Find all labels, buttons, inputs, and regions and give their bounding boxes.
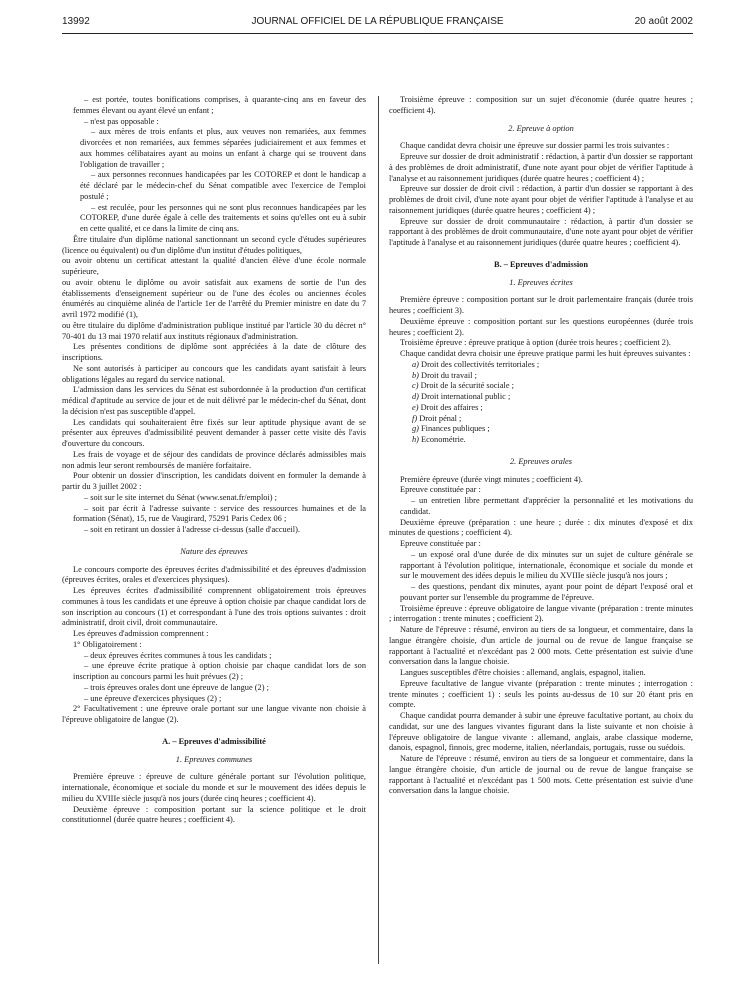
- paragraph: Langues susceptibles d'être choisies : allemand, anglais, espagnol, italien.: [400, 668, 646, 677]
- paragraph: Troisième épreuve : épreuve obligatoire de langue vivante (préparation : trente minutes ; interrogation : trente minutes ; coefficient 2).: [389, 603, 693, 624]
- paragraph: Chaque candidat devra choisir une épreuve pratique parmi les huit épreuves suivantes :: [400, 349, 691, 358]
- paragraph: Nature de l'épreuve : résumé, environ au tiers de sa longueur et commentaire, dans la langue étrangère choisie, d'un article de journal ou de revue de langue française se rapportant à l'actualité et n'excédant pas 1 500 mots. Cette présentation est suivie d'une conversation dans la langue choisie.: [389, 754, 693, 796]
- paragraph: Les frais de voyage et de séjour des candidats de province déclarés admissibles mais non admis leur seront remboursés de manière forfaitaire.: [62, 449, 366, 470]
- paragraph: ou être titulaire du diplôme d'administration publique institué par l'article 30 du décret n° 70-401 du 13 mai 1970 relatif aux instituts régionaux d'administration.: [62, 320, 366, 341]
- subsection-heading: 2. Epreuves orales: [509, 456, 573, 466]
- paragraph: – n'est pas opposable :: [84, 116, 159, 126]
- header-rule: [62, 33, 693, 34]
- paragraph: – aux mères de trois enfants et plus, aux veuves non remariées, aux femmes divorcées et non remariées, aux femmes séparées judiciairement et aux femmes et aux hommes célibataires ayant au moins un enfant à charge qui se trouvent dans l'obligation de travailler ;: [80, 127, 366, 169]
- section-heading: A. – Epreuves d'admissibilité: [162, 736, 266, 746]
- paragraph: Nature de l'épreuve : résumé, environ au tiers de sa longueur, et commentaire, dans la langue étrangère choisie, d'un article de journal ou de revue de langue française se rapportant à l'actualité et n'excédant pas 2 000 mots. Cette présentation est suivie d'une conversation dans la langue choisie.: [389, 625, 693, 667]
- paragraph: Epreuve constituée par :: [400, 539, 481, 548]
- paragraph: Troisième épreuve : composition sur un sujet d'économie (durée quatre heures ; coefficient 4).: [389, 95, 693, 115]
- paragraph: Les épreuves écrites d'admissibilité comprennent obligatoirement trois épreuves communes à tous les candidats et une épreuve à option choisie par chaque candidat lors de son inscription au concours (1) et correspondant à l'une des trois options suivantes : droit administratif, droit civil, droit communautaire.: [62, 586, 366, 628]
- list-item: – une épreuve d'exercices physiques (2) ;: [84, 693, 222, 703]
- list-item: h) Econométrie.: [412, 435, 466, 444]
- list-item: b) Droit du travail ;: [412, 370, 477, 380]
- paragraph: Première épreuve : épreuve de culture générale portant sur l'évolution politique, internationale, économique et sociale du monde et sur le mouvement des idées depuis le milieu du XVIIIe siècle jusqu'à nos jours (durée cinq heures ; coefficient 4).: [62, 772, 366, 803]
- paragraph: Les présentes conditions de diplôme sont appréciées à la date de clôture des inscriptions.: [62, 342, 366, 362]
- page-number: 13992: [62, 16, 90, 27]
- subsection-heading: 1. Epreuves communes: [175, 754, 253, 764]
- list-item: g) Finances publiques ;: [412, 424, 490, 434]
- list-item: f) Droit pénal ;: [412, 413, 462, 423]
- paragraph: Epreuve facultative de langue vivante (préparation : trente minutes ; interrogation : trente minutes ; coefficient 1) : seuls les points au-dessus de 10 sur 20 étant pris en compte.: [389, 678, 693, 710]
- paragraph: Ne sont autorisés à participer au concours que les candidats ayant satisfait à leurs obligations légales au regard du service national.: [62, 363, 366, 384]
- paragraph: ou avoir obtenu un certificat attestant la qualité d'ancien élève d'une école normale supérieure,: [62, 256, 366, 276]
- paragraph: Troisième épreuve : épreuve pratique à option (durée trois heures ; coefficient 2).: [400, 338, 671, 348]
- paragraph: Le concours comporte des épreuves écrites d'admissibilité et des épreuves d'admission (épreuves écrites, orales et d'exercices physiques).: [62, 564, 366, 585]
- list-item: – soit par écrit à l'adresse suivante : service des ressources humaines et de la formation (Sénat), 15, rue de Vaugirard, 75291 Paris Cedex 06 ;: [73, 503, 366, 524]
- subsection-heading: 2. Epreuve à option: [508, 123, 574, 133]
- paragraph: 2° Facultativement : une épreuve orale portant sur une langue vivante non choisie à l'épreuve obligatoire de langue (2).: [62, 704, 366, 724]
- paragraph: Deuxième épreuve : composition portant sur la science politique et le droit constitutionnel (durée quatre heures ; coefficient 4).: [62, 804, 366, 825]
- paragraph: 1° Obligatoirement :: [73, 639, 142, 649]
- paragraph: Première épreuve : composition portant sur le droit parlementaire français (durée trois heures ; coefficient 3).: [389, 295, 693, 315]
- right-column: [389, 95, 693, 797]
- paragraph: Chaque candidat pourra demander à subir une épreuve facultative portant, au choix du candidat, sur une des langues vivantes figurant dans la liste suivante et non choisie à l'épreuve obligatoire de langue vivante : allemand, anglais, arabe classique moderne, danois, espagnol, finnois, grec moderne, italien, néerlandais, portugais, russe ou suédois.: [389, 711, 693, 753]
- paragraph: Deuxième épreuve : composition portant sur les questions européennes (durée trois heures ; coefficient 2).: [389, 316, 693, 337]
- option-list: [389, 360, 693, 446]
- paragraph: Les épreuves d'admission comprennent :: [73, 629, 209, 638]
- list-item: – un exposé oral d'une durée de dix minutes sur un sujet de culture générale se rapportant à l'évolution politique, internationale, économique et sociale du monde et sur le mouvement des idées depuis le milieu du XVIIIe siècle jusqu'à nos jours ;: [400, 549, 693, 581]
- running-header: [62, 16, 693, 30]
- list-item: c) Droit de la sécurité sociale ;: [412, 381, 514, 391]
- list-item: e) Droit des affaires ;: [412, 402, 483, 412]
- subsection-heading: 1. Epreuves écrites: [509, 277, 573, 287]
- paragraph: – est portée, toutes bonifications comprises, à quarante-cinq ans en faveur des femmes élevant ou ayant élevé un enfant ;: [73, 95, 366, 115]
- paragraph: – est reculée, pour les personnes qui ne sont plus reconnues handicapées par les COTOREP, d'une durée égale à celle des traitements et soins qu'elles ont eu à subir en cette qualité, et ce dans la limite de cinq ans.: [80, 202, 366, 233]
- paragraph: ou avoir obtenu le diplôme ou avoir satisfait aux examens de sortie de l'un des établissements d'enseignement supérieur ou de l'une des écoles ou anciennes écoles énumérés au cinquième alinéa de l'article 1er de l'arrêté du Premier ministre en date du 7 avril 1972 modifié (1),: [62, 277, 366, 319]
- list-item: – soit en retirant un dossier à l'adresse ci-dessus (salle d'accueil).: [84, 525, 300, 534]
- list-item: – deux épreuves écrites communes à tous les candidats ;: [84, 650, 272, 660]
- paragraph: Être titulaire d'un diplôme national sanctionnant un second cycle d'études supérieures (licence ou équivalent) ou d'un diplôme d'un institut d'études politiques,: [62, 234, 366, 255]
- list-item: – un entretien libre permettant d'apprécier la personnalité et les motivations du candidat.: [400, 496, 693, 516]
- list-item: – une épreuve écrite pratique à option choisie par chaque candidat lors de son inscription au concours parmi les huit prévues (2) ;: [73, 661, 366, 681]
- paragraph: Deuxième épreuve (préparation : une heure ; durée : dix minutes d'exposé et dix minutes de questions ; coefficient 4).: [389, 517, 693, 538]
- paragraph: Pour obtenir un dossier d'inscription, les candidats doivent en formuler la demande à partir du 3 juillet 2002 :: [62, 471, 366, 491]
- left-column: [62, 95, 366, 826]
- paragraph: L'admission dans les services du Sénat est subordonnée à la production d'un certificat médical d'aptitude au service de jour et de nuit délivré par le médecin-chef du Sénat, dont la décision n'est pas susceptible d'appel.: [62, 385, 366, 416]
- journal-title: JOURNAL OFFICIEL DE LA RÉPUBLIQUE FRANÇAISE: [251, 16, 504, 27]
- section-heading: Nature des épreuves: [180, 546, 248, 556]
- list-item: d) Droit international public ;: [412, 392, 511, 401]
- paragraph: Epreuve sur dossier de droit administratif : rédaction, à partir d'un dossier se rapportant à des problèmes de droit administratif, d'une note ayant pour objet de vérifier l'aptitude à l'analyse et au raisonnement juridiques (durée quatre heures ; coefficient 4) ;: [389, 152, 693, 183]
- list-item: – trois épreuves orales dont une épreuve de langue (2) ;: [84, 682, 269, 692]
- list-item: – des questions, pendant dix minutes, ayant pour point de départ l'exposé oral et pouvant porter sur l'ensemble du programme de l'épreuve.: [400, 582, 693, 602]
- paragraph: Première épreuve (durée vingt minutes ; coefficient 4).: [400, 474, 583, 484]
- paragraph: Epreuve sur dossier de droit civil : rédaction, à partir d'un dossier se rapportant à des problèmes de droit civil, d'une note ayant pour objet de vérifier l'aptitude à l'analyse et au raisonnement juridiques (durée quatre heures ; coefficient 4) ;: [389, 184, 693, 215]
- list-item: – soit sur le site internet du Sénat (www.senat.fr/emploi) ;: [84, 492, 277, 502]
- section-heading: B. – Epreuves d'admission: [494, 259, 588, 269]
- paragraph: Epreuve sur dossier de droit communautaire : rédaction, à partir d'un dossier se rapportant à des problèmes de droit communautaire, d'une note ayant pour objet de vérifier l'aptitude à l'analyse et au raisonnement juridiques (durée quatre heures ; coefficient 4).: [389, 216, 693, 247]
- paragraph: – aux personnes reconnues handicapées par les COTOREP et dont le handicap a été déclaré par le médecin-chef du Sénat compatible avec l'exercice de l'emploi postulé ;: [80, 170, 366, 201]
- paragraph: Chaque candidat devra choisir une épreuve sur dossier parmi les trois suivantes :: [400, 141, 670, 151]
- issue-date: 20 août 2002: [634, 16, 693, 27]
- paragraph: Les candidats qui souhaiteraient être fixés sur leur aptitude physique avant de se présenter aux épreuves d'admissibilité peuvent demander à passer cette visite dès l'avis d'ouverture du concours.: [62, 417, 366, 448]
- column-divider: [378, 96, 379, 964]
- list-item: a) Droit des collectivités territoriales ;: [412, 359, 540, 369]
- paragraph: Epreuve constituée par :: [400, 485, 481, 495]
